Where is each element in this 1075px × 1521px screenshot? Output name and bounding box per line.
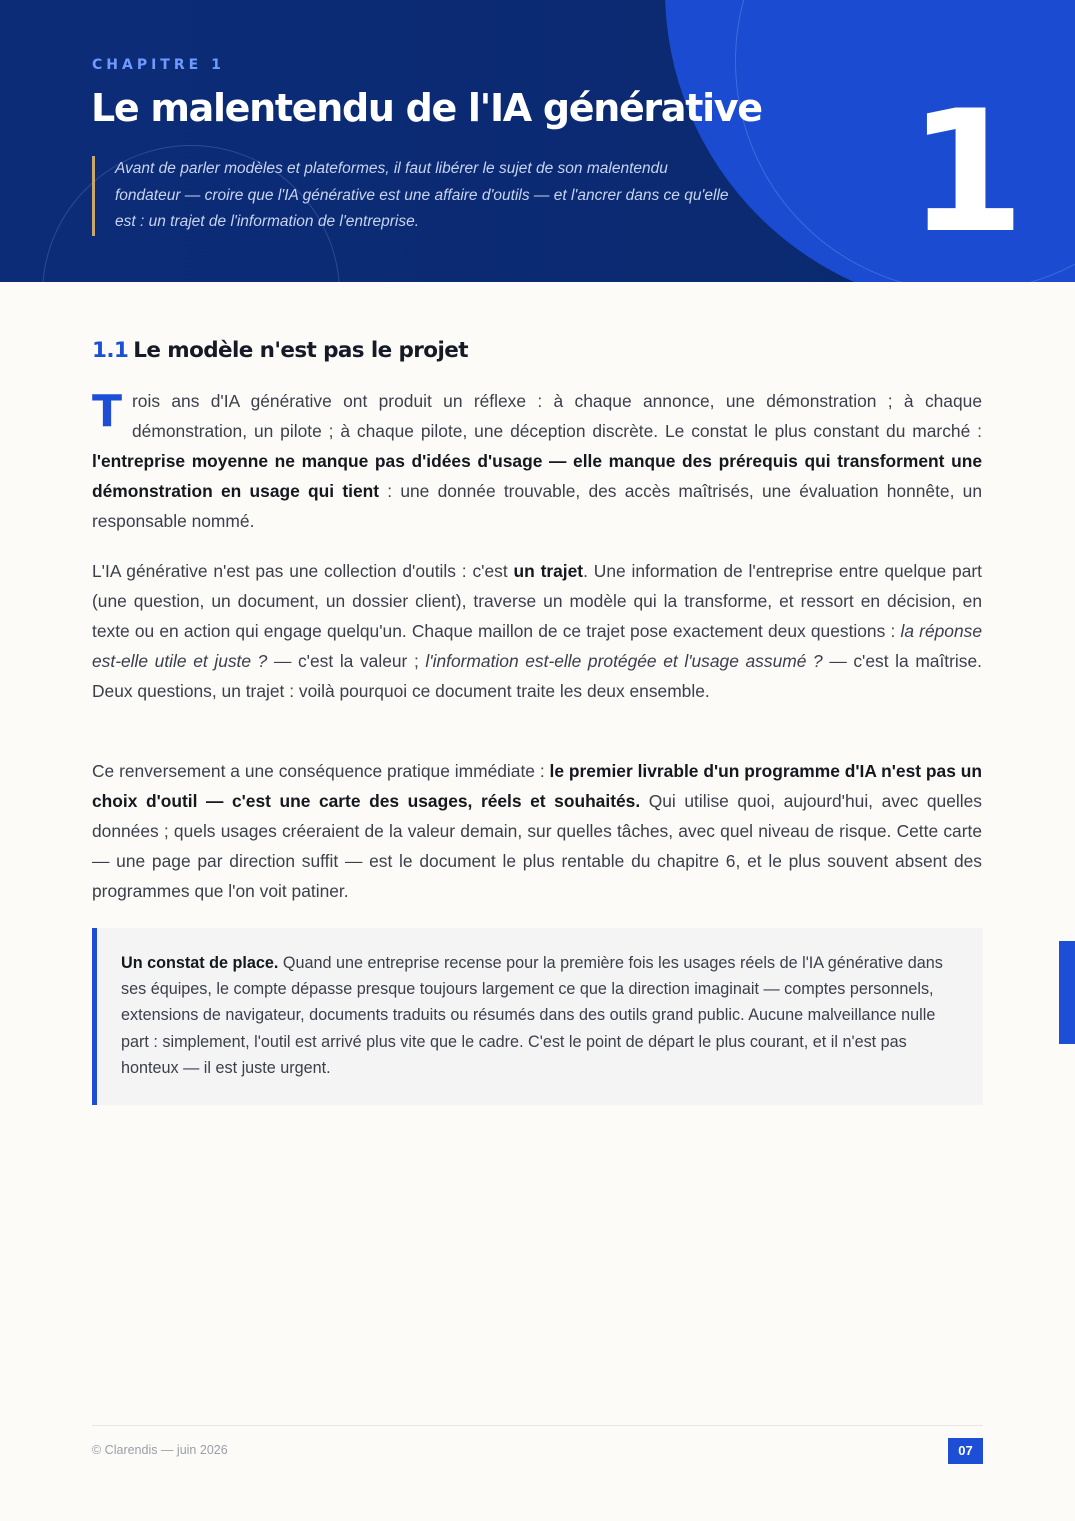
- chapter-number: 1: [908, 74, 1025, 270]
- paragraph-1-bold: l'entreprise moyenne ne manque pas d'idées d'usage — elle manque des prérequis qui transforment une démonstration en usage qui tient: [92, 451, 982, 502]
- section-number: 1.1: [92, 338, 129, 363]
- callout-body: Quand une entreprise recense pour la première fois les usages réels de l'IA générative dans ses équipes, le compte dépasse presque toujours largement ce que la direction imaginait — comptes personnels, extensions de navigateur, documents traduits ou résumés dans des outils grand public. Aucune malveillance nulle part : simplement, l'outil est arrivé plus vite que le cadre. C'est le point de départ le plus courant, et il n'est pas honteux — il est juste urgent.: [121, 954, 943, 1077]
- chapter-kicker: CHAPITRE 1: [92, 57, 225, 73]
- drop-cap: T: [92, 386, 123, 437]
- section-title: [92, 338, 468, 363]
- paragraph-2: [92, 556, 982, 706]
- paragraph-3-bold: le premier livrable d'un programme d'IA n'est pas un choix d'outil — c'est une carte des usages, réels et souhaités.: [92, 761, 982, 812]
- footer-copyright: © Clarendis — juin 2026: [92, 1443, 228, 1457]
- callout-box: [92, 928, 983, 1105]
- callout-text: [121, 950, 953, 1081]
- chapter-intro-text: Avant de parler modèles et plateformes, il faut libérer le sujet de son malentendu fondateur — croire que l'IA générative est une affaire d'outils — et l'ancrer dans ce qu'elle est : un trajet de l'information de l'entreprise.: [115, 160, 729, 230]
- paragraph-1: [92, 386, 982, 536]
- paragraph-3-text-b: Qui utilise quoi, aujourd'hui, avec quelles données ; quels usages créeraient de la valeur demain, sur quelles tâches, avec quel niveau de risque. Cette carte — une page par direction suffit — est le document le plus rentable du chapitre 6, et le plus souvent absent des programmes que l'on voit patiner.: [92, 791, 982, 902]
- paragraph-1-text-b: : une donnée trouvable, des accès maîtrisés, une évaluation honnête, un responsable nommé.: [92, 481, 983, 532]
- paragraph-2-text-b: . Une information de l'entreprise entre quelque part (une question, un document, un dossier client), traverse un modèle qui la transforme, et ressort en décision, en texte ou en action qui engage quelqu'un. Chaque maillon de ce trajet pose exactement deux questions :: [92, 561, 983, 642]
- chapter-side-tab: [1059, 941, 1075, 1044]
- paragraph-3: [92, 756, 982, 906]
- paragraph-2-text-a: L'IA générative n'est pas une collection d'outils : c'est: [92, 561, 514, 581]
- page-number: 07: [948, 1438, 983, 1464]
- chapter-intro: [92, 156, 732, 236]
- footer-divider: [92, 1425, 983, 1426]
- callout-lead: Un constat de place.: [121, 954, 279, 972]
- paragraph-2-italic-a: la réponse est-elle utile et juste ?: [92, 621, 982, 672]
- chapter-header: [0, 0, 1075, 282]
- section-title-text: Le modèle n'est pas le projet: [133, 338, 468, 363]
- paragraph-2-bold: un trajet: [513, 561, 584, 581]
- paragraph-2-text-d: — c'est la maîtrise. Deux questions, un trajet : voilà pourquoi ce document traite les deux ensemble.: [92, 651, 982, 702]
- paragraph-2-text-c: — c'est la valeur ;: [267, 651, 426, 672]
- paragraph-2-italic-b: l'information est-elle protégée et l'usage assumé ?: [425, 651, 823, 672]
- chapter-title: Le malentendu de l'IA générative: [91, 86, 762, 130]
- paragraph-1-text-a: rois ans d'IA générative ont produit un réflexe : à chaque annonce, une démonstration ; à chaque démonstration, un pilote ; à chaque pilote, une déception discrète. Le constat le plus constant du marché :: [132, 391, 982, 442]
- paragraph-3-text-a: Ce renversement a une conséquence pratique immédiate :: [92, 761, 550, 781]
